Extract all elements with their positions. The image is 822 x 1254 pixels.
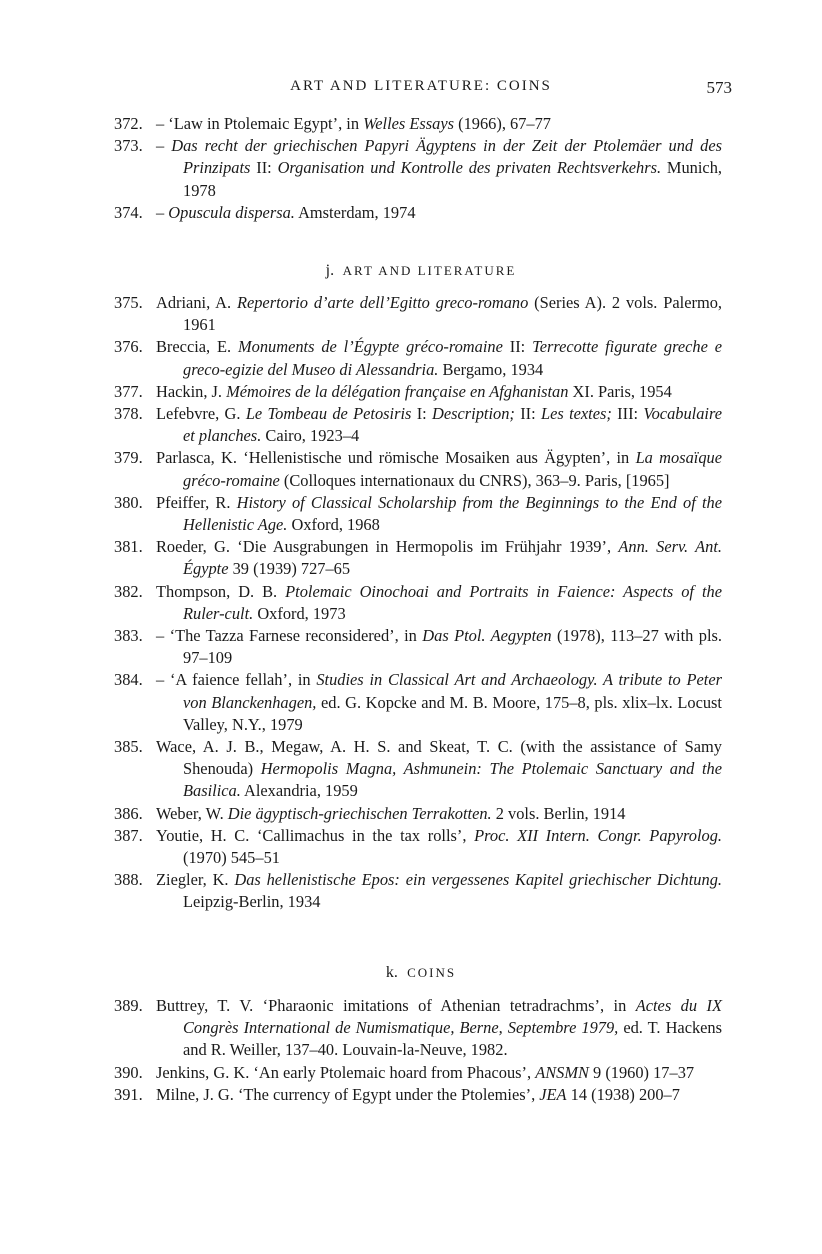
entry-text-part: – ‘The Tazza Farnese reconsidered’, in xyxy=(156,626,423,646)
entry-text xyxy=(156,536,722,580)
entry-text-part: 2 vols. Berlin, 1914 xyxy=(491,803,626,823)
entry-number: 384. xyxy=(114,670,143,690)
entry-title-italic: Opuscula dispersa. xyxy=(168,202,295,222)
entry-text-part: 14 (1938) 200–7 xyxy=(566,1084,680,1104)
entry-number: 390. xyxy=(114,1062,143,1082)
entry-text-part: Jenkins, G. K. ‘An early Ptolemaic hoard from Phacous’, xyxy=(156,1062,536,1082)
bibliography-entry xyxy=(114,403,723,447)
bibliography-entry xyxy=(114,336,723,380)
bibliography-entry xyxy=(114,869,722,913)
entry-text-part: Leipzig-Berlin, 1934 xyxy=(183,892,321,912)
entry-text xyxy=(156,736,722,803)
entry-text-part: Alexandria, 1959 xyxy=(240,781,358,801)
entry-title-italic: Das recht der griechischen Papyri Ägyptens in der Zeit der Ptolemäer und des Prinzipats xyxy=(171,136,723,178)
entry-text-part: ed. T. Hackens and R. Weiller, 137–40. Louvain-la-Neuve, 1982. xyxy=(183,1018,723,1060)
entry-text-part: (1970) 545–51 xyxy=(183,848,280,868)
entry-text xyxy=(156,995,722,1062)
entry-text xyxy=(156,492,722,536)
entry-title-italic: Actes du IX Congrès International de Numismatique, Berne, Septembre 1979, xyxy=(183,996,722,1038)
entry-title-italic: La mosaïque gréco-romaine xyxy=(183,448,722,490)
entry-number: 378. xyxy=(114,404,143,424)
entry-text xyxy=(156,581,722,625)
entry-text-part: III: xyxy=(611,404,644,424)
bibliography-entry xyxy=(114,581,722,625)
entry-text xyxy=(156,336,722,380)
entry-text-part: II: xyxy=(514,404,541,424)
bibliography-entry xyxy=(114,995,723,1062)
entry-text-part: – ‘A faience fellah’, in xyxy=(156,670,317,690)
bibliography-entry xyxy=(114,669,722,736)
bibliography-group-legal xyxy=(114,113,723,224)
entry-text xyxy=(156,1062,722,1084)
entry-number: 375. xyxy=(114,293,143,312)
entry-text-part: Youtie, H. C. ‘Callimachus in the tax rolls’, xyxy=(156,825,475,845)
entry-title-italic: Description; xyxy=(432,404,515,424)
entry-number: 382. xyxy=(114,581,143,601)
bibliography-entry xyxy=(114,381,722,403)
bibliography-entry xyxy=(114,447,722,491)
entry-number: 372. xyxy=(114,114,143,133)
entry-text-part: Amsterdam, 1974 xyxy=(294,202,416,222)
entry-title-italic: Le Tombeau de Petosiris xyxy=(245,404,412,424)
bibliography-entry xyxy=(114,736,722,803)
entry-text-part: Thompson, D. B. xyxy=(156,581,286,601)
entry-text xyxy=(156,869,722,913)
entry-number: 381. xyxy=(114,537,143,557)
entry-title-italic: Ann. Serv. Ant. Égypte xyxy=(183,537,723,579)
entry-text-part: Adriani, A. xyxy=(156,293,237,312)
entry-title-italic: Welles Essays xyxy=(363,114,455,133)
bibliography-entry xyxy=(114,292,722,336)
entry-text xyxy=(156,803,722,825)
section-letter: j. xyxy=(325,262,335,279)
entry-text-part: Roeder, G. ‘Die Ausgrabungen in Hermopolis im Frühjahr 1939’, xyxy=(156,537,619,557)
entry-title-italic: History of Classical Scholarship from the Beginnings to the End of the Hellenistic Age. xyxy=(183,492,722,535)
entry-text-part: (Colloques internationaux du CNRS), 363–9. Paris, [1965] xyxy=(279,470,670,490)
entry-title-italic: Vocabulaire et planches. xyxy=(183,404,723,446)
bibliography-entry xyxy=(114,113,722,135)
entry-text-part: XI. Paris, 1954 xyxy=(568,381,672,401)
bibliography-entry xyxy=(114,492,722,536)
entry-text xyxy=(156,447,722,491)
entry-title-italic: JEA xyxy=(539,1084,567,1104)
section-letter: k. xyxy=(385,964,398,981)
section-heading-k xyxy=(110,964,732,982)
entry-number: 380. xyxy=(114,492,143,512)
entry-text-part: I: xyxy=(411,404,433,424)
entry-text xyxy=(156,1084,722,1106)
entry-title-italic: Organisation und Kontrolle des privaten Rechtsverkehrs. xyxy=(277,158,662,178)
entry-text-part: Munich, 1978 xyxy=(183,158,723,200)
entry-text-part: Parlasca, K. ‘Hellenistische und römische Mosaiken aus Ägypten’, in xyxy=(156,448,636,468)
entry-title-italic: Proc. XII Intern. Congr. Papyrolog. xyxy=(474,825,722,845)
entry-number: 388. xyxy=(114,870,143,890)
entry-title-italic: Terrecotte figurate greche e greco-egizie del Museo di Alessandria. xyxy=(183,337,723,379)
bibliography-entry xyxy=(114,803,722,825)
bibliography-group-art xyxy=(114,292,723,914)
section-title: COINS xyxy=(407,965,457,980)
entry-number: 385. xyxy=(114,737,143,757)
entry-title-italic: Ptolemaic Oinochoai and Portraits in Faience: Aspects of the Ruler-cult. xyxy=(183,581,722,623)
entry-text xyxy=(156,292,722,336)
entry-text-part: (1978), 113–27 with pls. 97–109 xyxy=(183,626,722,668)
entry-text-part: Oxford, 1973 xyxy=(253,603,346,623)
running-head: ART AND LITERATURE: COINS xyxy=(290,78,552,94)
entry-text-part: II: xyxy=(250,158,278,178)
entry-title-italic: Mémoires de la délégation française en Afghanistan xyxy=(226,381,569,401)
entry-text xyxy=(156,825,722,869)
entry-number: 376. xyxy=(114,337,143,357)
entry-number: 374. xyxy=(114,202,143,222)
entry-text xyxy=(156,202,722,224)
entry-text-part: Breccia, E. xyxy=(156,337,238,357)
entry-number: 391. xyxy=(114,1084,143,1104)
entry-text-part: Wace, A. J. B., Megaw, A. H. S. and Skeat, T. C. (with the assistance of Samy Shenouda) xyxy=(156,737,722,779)
entry-text-part: Pfeiffer, R. xyxy=(156,492,237,512)
entry-text-part: Bergamo, 1934 xyxy=(438,359,544,379)
entry-text-part: – xyxy=(156,202,169,222)
entry-text xyxy=(156,381,722,403)
entry-text-part: (1966), 67–77 xyxy=(454,114,551,133)
entry-title-italic: Das hellenistische Epos: ein vergessenes Kapitel griechischer Dichtung. xyxy=(234,870,722,890)
entry-text-part: 39 (1939) 727–65 xyxy=(228,559,351,579)
entry-title-italic: Les textes; xyxy=(540,404,612,424)
entry-number: 373. xyxy=(114,136,143,156)
entry-title-italic: Studies in Classical Art and Archaeology. A tribute to Peter von Blanckenhagen, xyxy=(183,670,722,712)
bibliography-entry xyxy=(114,1084,722,1106)
entry-text-part: ed. G. Kopcke and M. B. Moore, 175–8, pls. xlix–lx. Locust Valley, N.Y., 1979 xyxy=(183,692,722,734)
entry-text-part: Hackin, J. xyxy=(156,381,227,401)
entry-text-part: Cairo, 1923–4 xyxy=(261,426,360,446)
entry-text-part: 9 (1960) 17–37 xyxy=(588,1062,695,1082)
entry-number: 379. xyxy=(114,448,143,468)
entry-text-part: Buttrey, T. V. ‘Pharaonic imitations of Athenian tetradrachms’, in xyxy=(156,996,636,1015)
entry-number: 387. xyxy=(114,825,143,845)
entry-text-part: Ziegler, K. xyxy=(156,870,235,890)
bibliography-group-coins xyxy=(114,995,723,1106)
entry-title-italic: Das Ptol. Aegypten xyxy=(422,626,552,646)
bibliography-entry xyxy=(114,202,722,224)
bibliography-entry xyxy=(114,536,723,580)
entry-number: 389. xyxy=(114,996,143,1015)
entry-text-part: Lefebvre, G. xyxy=(156,404,246,424)
entry-title-italic: ANSMN xyxy=(535,1062,589,1082)
entry-text-part: Oxford, 1968 xyxy=(287,515,380,535)
entry-title-italic: Die ägyptisch-griechischen Terrakotten. xyxy=(227,803,492,823)
entry-text-part: (Series A). 2 vols. Palermo, 1961 xyxy=(183,293,722,335)
entry-number: 383. xyxy=(114,626,143,646)
page-number: 573 xyxy=(706,78,732,97)
entry-text-part: II: xyxy=(502,337,533,357)
entry-text-part: – xyxy=(156,136,172,156)
section-title: ART AND LITERATURE xyxy=(342,263,517,278)
entry-text xyxy=(156,625,722,669)
entry-text-part: – ‘Law in Ptolemaic Egypt’, in xyxy=(156,114,364,133)
entry-text xyxy=(156,113,722,135)
entry-title-italic: Hermopolis Magna, Ashmunein: The Ptolemaic Sanctuary and the Basilica. xyxy=(183,759,722,801)
entry-text xyxy=(156,135,722,202)
bibliography-entry xyxy=(114,1062,722,1084)
entry-text xyxy=(156,669,722,736)
entry-text-part: Milne, J. G. ‘The currency of Egypt under the Ptolemies’, xyxy=(156,1084,540,1104)
entry-title-italic: Monuments de l’Égypte gréco-romaine xyxy=(238,337,503,357)
entry-text-part: Weber, W. xyxy=(156,803,228,823)
page-header xyxy=(110,78,732,102)
entry-number: 377. xyxy=(114,381,143,401)
section-heading-j xyxy=(110,262,732,280)
bibliography-entry xyxy=(114,135,723,202)
entry-number: 386. xyxy=(114,803,143,823)
entry-text xyxy=(156,403,722,447)
bibliography-entry xyxy=(114,825,722,869)
entry-title-italic: Repertorio d’arte dell’Egitto greco-romano xyxy=(236,293,529,312)
bibliography-entry xyxy=(114,625,722,669)
